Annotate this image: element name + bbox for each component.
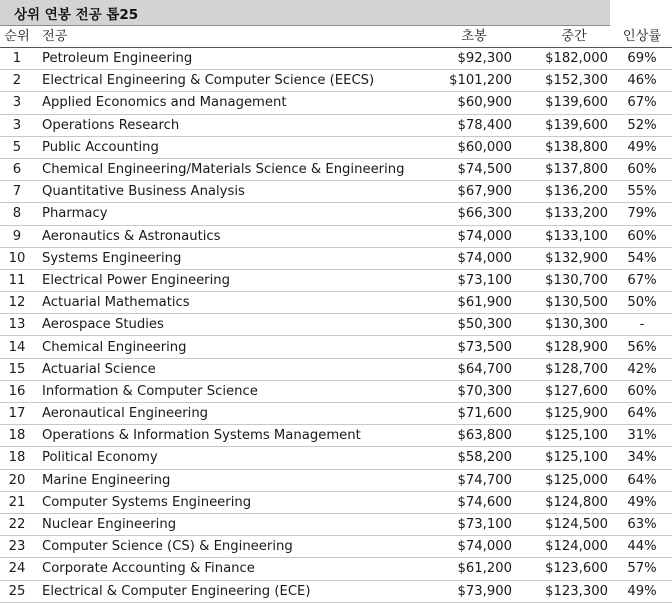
cell-starting-salary: $50,300 (406, 314, 512, 336)
cell-major: Computer Systems Engineering (34, 491, 406, 513)
cell-major: Actuarial Mathematics (34, 292, 406, 314)
cell-rank: 20 (0, 469, 34, 491)
cell-rank: 14 (0, 336, 34, 358)
cell-rank: 9 (0, 225, 34, 247)
cell-starting-salary: $101,200 (406, 70, 512, 92)
table-row (0, 513, 672, 535)
cell-rank: 24 (0, 558, 34, 580)
table-row (0, 158, 672, 180)
cell-starting-salary: $74,000 (406, 247, 512, 269)
cell-increase-rate: 69% (612, 48, 672, 70)
header-row (0, 26, 672, 48)
table-title: 상위 연봉 전공 톱25 (0, 0, 610, 26)
cell-major: Applied Economics and Management (34, 92, 406, 114)
table-row (0, 292, 672, 314)
cell-mid-career-salary: $123,300 (512, 580, 612, 602)
table-row (0, 469, 672, 491)
cell-rank: 18 (0, 425, 34, 447)
table-row (0, 225, 672, 247)
cell-major: Operations Research (34, 114, 406, 136)
cell-major: Computer Science (CS) & Engineering (34, 536, 406, 558)
cell-starting-salary: $74,500 (406, 158, 512, 180)
cell-mid-career-salary: $139,600 (512, 92, 612, 114)
cell-increase-rate: 50% (612, 292, 672, 314)
cell-rank: 5 (0, 136, 34, 158)
cell-rank: 3 (0, 114, 34, 136)
cell-mid-career-salary: $124,000 (512, 536, 612, 558)
header-increase-rate: 인상률 (612, 26, 672, 48)
cell-major: Aeronautics & Astronautics (34, 225, 406, 247)
cell-rank: 22 (0, 513, 34, 535)
table-row (0, 403, 672, 425)
cell-major: Electrical Power Engineering (34, 269, 406, 291)
cell-increase-rate: 34% (612, 447, 672, 469)
cell-major: Quantitative Business Analysis (34, 181, 406, 203)
cell-mid-career-salary: $125,100 (512, 425, 612, 447)
table-row (0, 92, 672, 114)
table-row (0, 314, 672, 336)
cell-starting-salary: $67,900 (406, 181, 512, 203)
cell-mid-career-salary: $125,100 (512, 447, 612, 469)
cell-mid-career-salary: $128,700 (512, 358, 612, 380)
cell-mid-career-salary: $133,100 (512, 225, 612, 247)
cell-starting-salary: $71,600 (406, 403, 512, 425)
cell-increase-rate: 42% (612, 358, 672, 380)
cell-increase-rate: 63% (612, 513, 672, 535)
cell-rank: 10 (0, 247, 34, 269)
cell-major: Nuclear Engineering (34, 513, 406, 535)
cell-increase-rate: 64% (612, 403, 672, 425)
table-row (0, 203, 672, 225)
cell-rank: 6 (0, 158, 34, 180)
cell-mid-career-salary: $133,200 (512, 203, 612, 225)
table-row (0, 380, 672, 402)
cell-mid-career-salary: $137,800 (512, 158, 612, 180)
cell-rank: 8 (0, 203, 34, 225)
cell-rank: 16 (0, 380, 34, 402)
table-row (0, 70, 672, 92)
table-row (0, 558, 672, 580)
header-starting-salary: 초봉 (406, 26, 512, 48)
cell-rank: 23 (0, 536, 34, 558)
cell-increase-rate: 49% (612, 136, 672, 158)
cell-starting-salary: $70,300 (406, 380, 512, 402)
cell-mid-career-salary: $138,800 (512, 136, 612, 158)
cell-rank: 13 (0, 314, 34, 336)
cell-mid-career-salary: $152,300 (512, 70, 612, 92)
cell-increase-rate: 64% (612, 469, 672, 491)
cell-mid-career-salary: $123,600 (512, 558, 612, 580)
cell-rank: 15 (0, 358, 34, 380)
table-body (0, 48, 672, 603)
cell-mid-career-salary: $125,000 (512, 469, 612, 491)
cell-mid-career-salary: $130,700 (512, 269, 612, 291)
cell-increase-rate: 67% (612, 92, 672, 114)
cell-increase-rate: 55% (612, 181, 672, 203)
cell-increase-rate: 49% (612, 580, 672, 602)
header-mid-career-salary: 중간 (512, 26, 612, 48)
cell-increase-rate: 54% (612, 247, 672, 269)
cell-major: Petroleum Engineering (34, 48, 406, 70)
cell-major: Operations & Information Systems Management (34, 425, 406, 447)
cell-starting-salary: $60,000 (406, 136, 512, 158)
cell-increase-rate: 31% (612, 425, 672, 447)
table-row (0, 580, 672, 602)
cell-mid-career-salary: $128,900 (512, 336, 612, 358)
cell-increase-rate: 52% (612, 114, 672, 136)
table-row (0, 48, 672, 70)
table-row (0, 269, 672, 291)
table-row (0, 114, 672, 136)
table-row (0, 536, 672, 558)
header-major: 전공 (34, 26, 406, 48)
cell-starting-salary: $63,800 (406, 425, 512, 447)
cell-increase-rate: - (612, 314, 672, 336)
cell-major: Public Accounting (34, 136, 406, 158)
header-rank: 순위 (0, 26, 34, 48)
table-row (0, 336, 672, 358)
cell-increase-rate: 46% (612, 70, 672, 92)
cell-increase-rate: 49% (612, 491, 672, 513)
table-row (0, 425, 672, 447)
cell-mid-career-salary: $182,000 (512, 48, 612, 70)
cell-increase-rate: 44% (612, 536, 672, 558)
cell-rank: 1 (0, 48, 34, 70)
cell-increase-rate: 60% (612, 380, 672, 402)
cell-mid-career-salary: $139,600 (512, 114, 612, 136)
cell-starting-salary: $78,400 (406, 114, 512, 136)
cell-starting-salary: $60,900 (406, 92, 512, 114)
cell-major: Chemical Engineering (34, 336, 406, 358)
table-row (0, 181, 672, 203)
cell-major: Actuarial Science (34, 358, 406, 380)
cell-major: Pharmacy (34, 203, 406, 225)
cell-starting-salary: $61,200 (406, 558, 512, 580)
cell-increase-rate: 79% (612, 203, 672, 225)
cell-major: Systems Engineering (34, 247, 406, 269)
salary-table (0, 26, 672, 603)
table-row (0, 447, 672, 469)
cell-mid-career-salary: $124,800 (512, 491, 612, 513)
cell-major: Aerospace Studies (34, 314, 406, 336)
cell-starting-salary: $73,500 (406, 336, 512, 358)
cell-starting-salary: $74,000 (406, 225, 512, 247)
cell-rank: 7 (0, 181, 34, 203)
cell-starting-salary: $74,000 (406, 536, 512, 558)
table-row (0, 358, 672, 380)
cell-major: Marine Engineering (34, 469, 406, 491)
cell-starting-salary: $73,100 (406, 269, 512, 291)
cell-starting-salary: $73,100 (406, 513, 512, 535)
cell-rank: 17 (0, 403, 34, 425)
cell-mid-career-salary: $130,500 (512, 292, 612, 314)
cell-mid-career-salary: $124,500 (512, 513, 612, 535)
cell-mid-career-salary: $132,900 (512, 247, 612, 269)
table-row (0, 491, 672, 513)
cell-increase-rate: 67% (612, 269, 672, 291)
cell-increase-rate: 60% (612, 225, 672, 247)
cell-starting-salary: $92,300 (406, 48, 512, 70)
table-row (0, 247, 672, 269)
cell-mid-career-salary: $127,600 (512, 380, 612, 402)
cell-starting-salary: $74,600 (406, 491, 512, 513)
cell-starting-salary: $58,200 (406, 447, 512, 469)
cell-major: Aeronautical Engineering (34, 403, 406, 425)
table-row (0, 136, 672, 158)
cell-mid-career-salary: $125,900 (512, 403, 612, 425)
cell-mid-career-salary: $136,200 (512, 181, 612, 203)
cell-starting-salary: $73,900 (406, 580, 512, 602)
cell-starting-salary: $64,700 (406, 358, 512, 380)
cell-mid-career-salary: $130,300 (512, 314, 612, 336)
table-header (0, 26, 672, 48)
cell-rank: 21 (0, 491, 34, 513)
cell-major: Information & Computer Science (34, 380, 406, 402)
cell-major: Corporate Accounting & Finance (34, 558, 406, 580)
cell-rank: 11 (0, 269, 34, 291)
cell-starting-salary: $74,700 (406, 469, 512, 491)
cell-rank: 2 (0, 70, 34, 92)
cell-rank: 18 (0, 447, 34, 469)
cell-increase-rate: 57% (612, 558, 672, 580)
cell-major: Chemical Engineering/Materials Science & Engineering (34, 158, 406, 180)
cell-starting-salary: $66,300 (406, 203, 512, 225)
cell-increase-rate: 56% (612, 336, 672, 358)
cell-major: Electrical Engineering & Computer Science (EECS) (34, 70, 406, 92)
cell-rank: 12 (0, 292, 34, 314)
cell-major: Political Economy (34, 447, 406, 469)
cell-major: Electrical & Computer Engineering (ECE) (34, 580, 406, 602)
cell-starting-salary: $61,900 (406, 292, 512, 314)
cell-rank: 25 (0, 580, 34, 602)
cell-increase-rate: 60% (612, 158, 672, 180)
cell-rank: 3 (0, 92, 34, 114)
